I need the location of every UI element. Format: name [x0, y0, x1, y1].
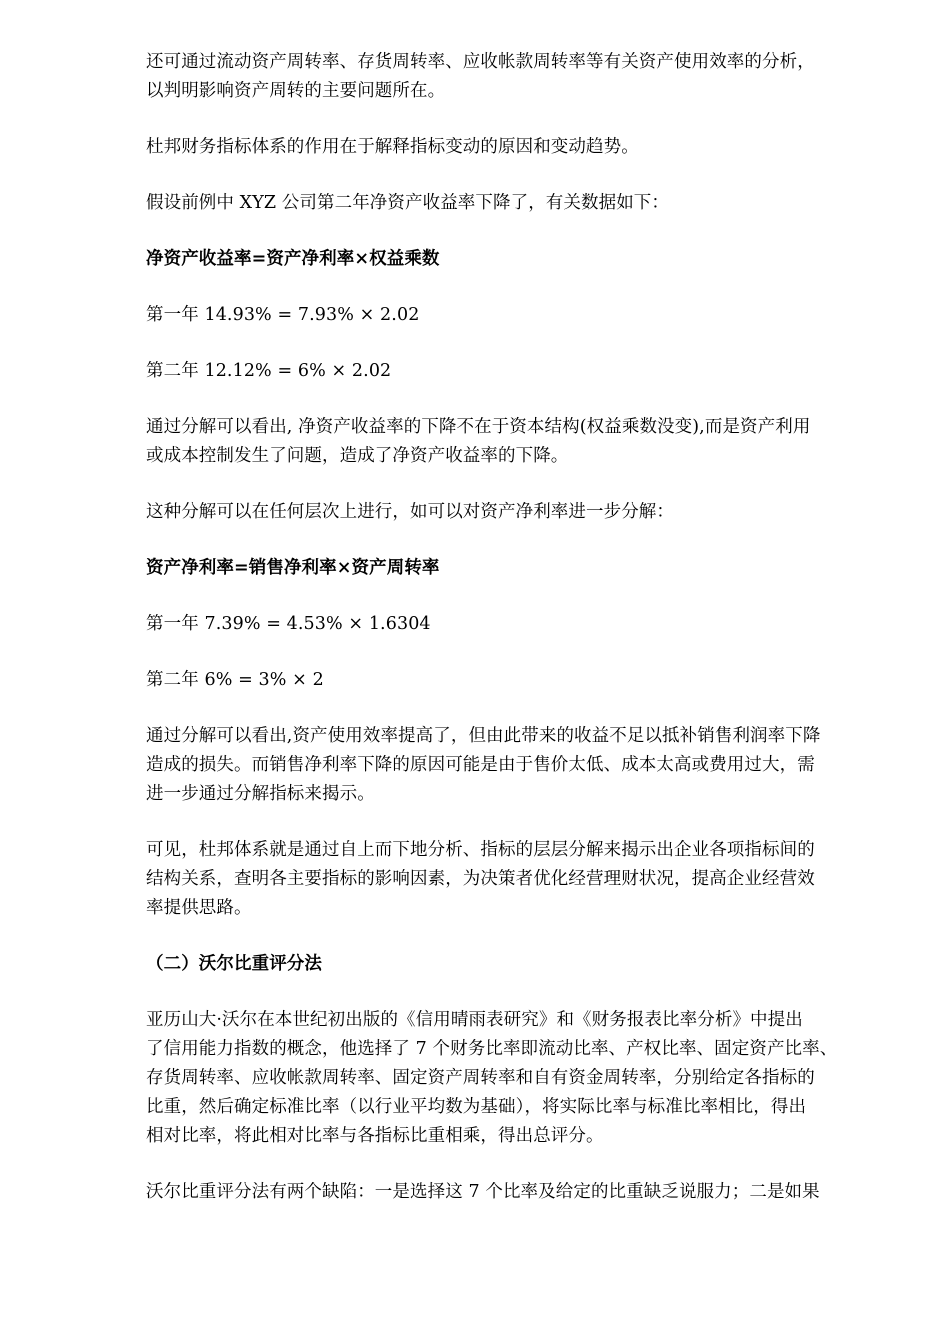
paragraph-xyz-assumption: [146, 189, 872, 218]
text-line: 率提供思路。: [146, 898, 252, 918]
paragraph-dupont-purpose: [146, 133, 872, 162]
paragraph-wall-method-defects: [146, 1178, 872, 1207]
text-line: 亚历山大·沃尔在本世纪初出版的《信用晴雨表研究》和《财务报表比率分析》中提出: [146, 1010, 803, 1030]
formula-year-one-roa: [146, 610, 872, 639]
text-line: 通过分解可以看出,资产使用效率提高了，但由此带来的收益不足以抵补销售利润率下降: [146, 726, 821, 746]
text-line: 以判明影响资产周转的主要问题所在。: [146, 81, 446, 101]
text-line: 可见，杜邦体系就是通过自上而下地分析、指标的层层分解来揭示出企业各项指标间的: [146, 840, 815, 860]
text-line: 第二年 12.12% = 6% × 2.02: [146, 361, 392, 381]
paragraph-further-decomposition: [146, 498, 872, 527]
text-line: 还可通过流动资产周转率、存货周转率、应收帐款周转率等有关资产使用效率的分析，: [146, 52, 815, 72]
text-line: 第二年 6% = 3% × 2: [146, 670, 324, 690]
paragraph-dupont-summary: [146, 836, 872, 923]
formula-year-two-roa: [146, 666, 872, 695]
text-line: 进一步通过分解指标来揭示。: [146, 784, 375, 804]
paragraph-wall-method-description: [146, 1006, 872, 1151]
text-line: 第一年 14.93% = 7.93% × 2.02: [146, 305, 420, 325]
formula-roa-heading: [146, 554, 872, 583]
section-heading-wall-method: [146, 950, 872, 979]
formula-year-one-roe: [146, 301, 872, 330]
text-line: 存货周转率、应收帐款周转率、固定资产周转率和自有资金周转率，分别给定各指标的: [146, 1068, 815, 1088]
paragraph-roa-decomposition-finding: [146, 722, 872, 809]
text-line: 这种分解可以在任何层次上进行，如可以对资产净利率进一步分解：: [146, 502, 674, 522]
text-line: 或成本控制发生了问题，造成了净资产收益率的下降。: [146, 446, 569, 466]
formula-roe-heading: [146, 245, 872, 274]
text-line: 第一年 7.39% = 4.53% × 1.6304: [146, 614, 431, 634]
text-line: 相对比率，将此相对比率与各指标比重相乘，得出总评分。: [146, 1126, 604, 1146]
paragraph-asset-turnover-analysis: [146, 48, 872, 106]
text-line: 假设前例中 XYZ 公司第二年净资产收益率下降了，有关数据如下：: [146, 193, 669, 213]
formula-year-two-roe: [146, 357, 872, 386]
text-line: 杜邦财务指标体系的作用在于解释指标变动的原因和变动趋势。: [146, 137, 639, 157]
paragraph-roe-decomposition-finding: [146, 413, 872, 471]
document-page: [146, 48, 872, 1234]
text-line: （二）沃尔比重评分法: [146, 954, 322, 974]
text-line: 造成的损失。而销售净利率下降的原因可能是由于售价太低、成本太高或费用过大，需: [146, 755, 815, 775]
text-line: 结构关系，查明各主要指标的影响因素，为决策者优化经营理财状况，提高企业经营效: [146, 869, 815, 889]
text-line: 沃尔比重评分法有两个缺陷：一是选择这 7 个比率及给定的比重缺乏说服力；二是如果: [146, 1182, 820, 1202]
text-line: 通过分解可以看出, 净资产收益率的下降不在于资本结构(权益乘数没变),而是资产利用: [146, 417, 811, 437]
text-line: 比重，然后确定标准比率（以行业平均数为基础），将实际比率与标准比率相比，得出: [146, 1097, 807, 1117]
text-line: 资产净利率=销售净利率×资产周转率: [146, 558, 440, 578]
text-line: 净资产收益率=资产净利率×权益乘数: [146, 249, 440, 269]
text-line: 了信用能力指数的概念，他选择了 7 个财务比率即流动比率、产权比率、固定资产比率、: [146, 1039, 838, 1059]
